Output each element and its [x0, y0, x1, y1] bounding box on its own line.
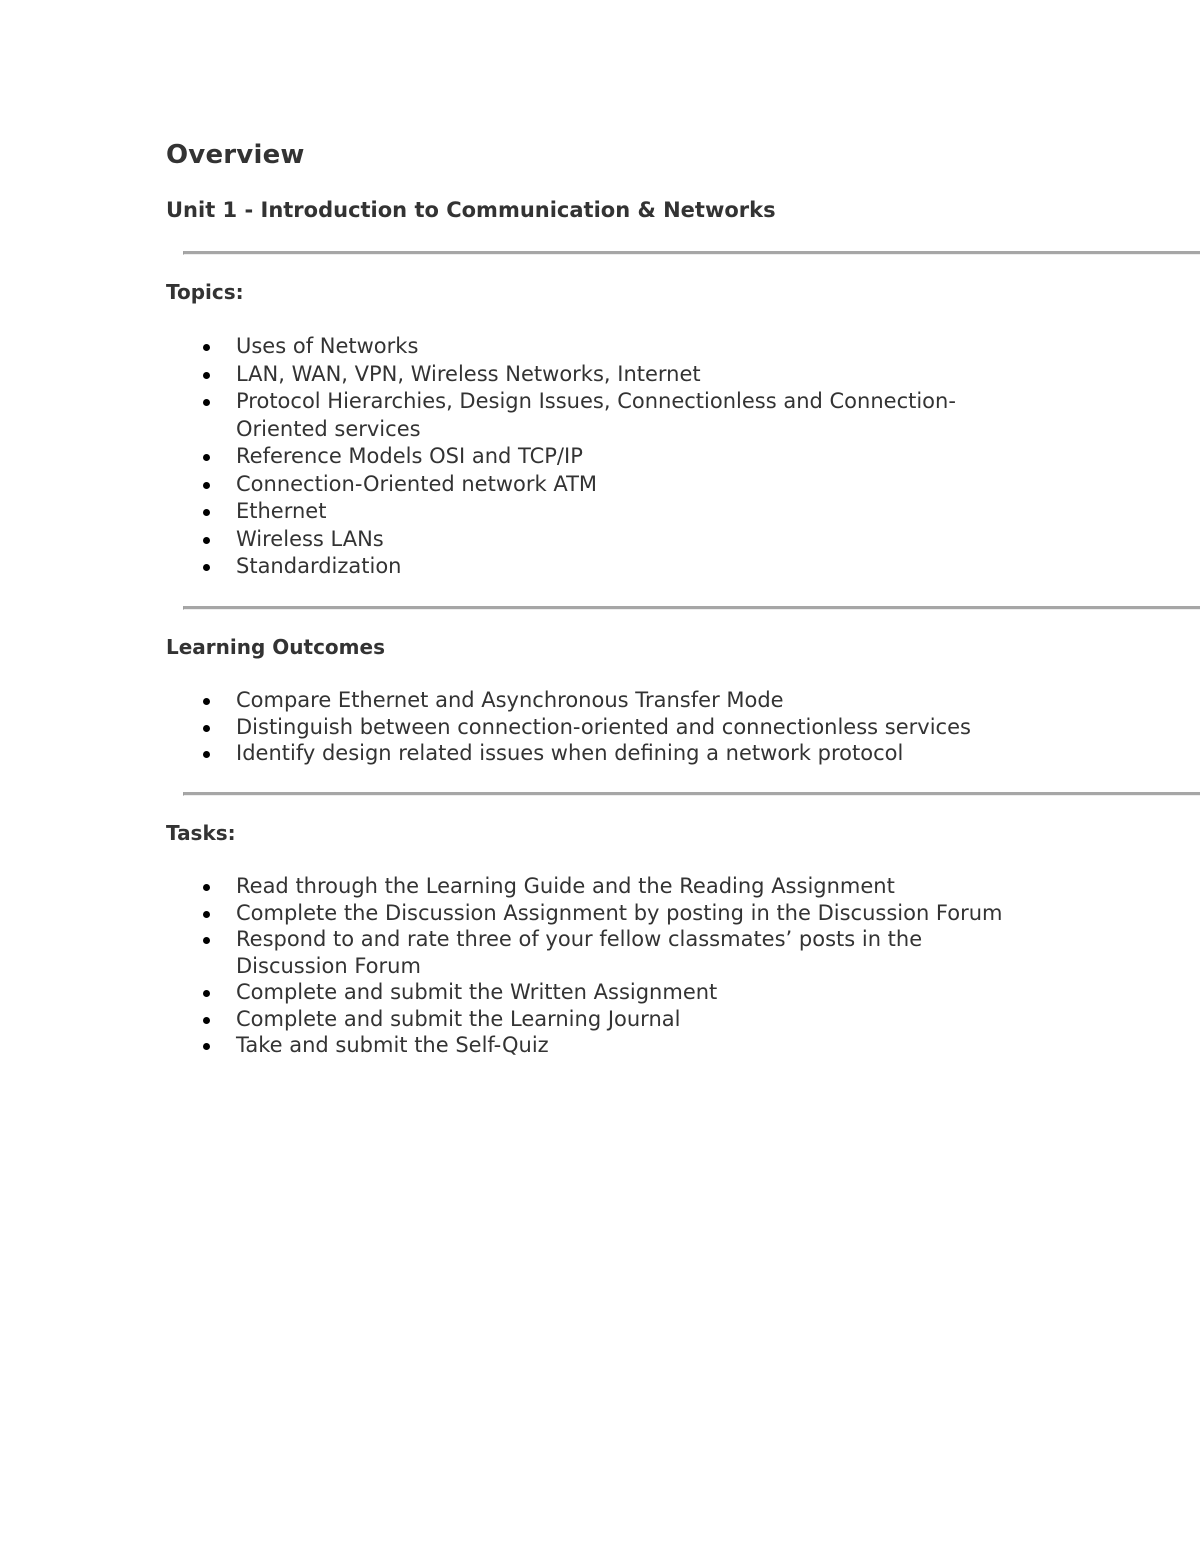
list-item	[166, 498, 1036, 526]
bullet-icon	[203, 1017, 210, 1024]
list-item	[166, 471, 1036, 499]
bullet-icon	[203, 509, 210, 516]
bullet-icon	[203, 1043, 210, 1050]
list-item	[166, 333, 1036, 361]
list-item-text: Identify design related issues when defining a network protocol	[236, 741, 904, 765]
bullet-icon	[203, 698, 210, 705]
divider-top	[183, 251, 1200, 255]
list-item	[166, 873, 1036, 900]
topics-heading: Topics:	[166, 280, 244, 304]
list-item-text: Take and submit the Self-Quiz	[236, 1033, 549, 1057]
topics-list	[166, 333, 1036, 581]
bullet-icon	[203, 344, 210, 351]
list-item-text: Standardization	[236, 554, 402, 578]
list-item-text: Ethernet	[236, 499, 327, 523]
list-item	[166, 979, 1036, 1006]
page-title: Overview	[166, 140, 305, 170]
bullet-icon	[203, 399, 210, 406]
list-item-text: Respond to and rate three of your fellow classmates’ posts in the Discussion Forum	[236, 927, 923, 978]
list-item	[166, 900, 1036, 927]
bullet-icon	[203, 564, 210, 571]
list-item-text: Reference Models OSI and TCP/IP	[236, 444, 583, 468]
learning-outcomes-list	[166, 687, 1036, 767]
list-item	[166, 926, 1036, 979]
list-item-text: LAN, WAN, VPN, Wireless Networks, Internet	[236, 361, 701, 386]
list-item	[166, 526, 1036, 554]
list-item	[166, 443, 1036, 471]
bullet-icon	[203, 454, 210, 461]
list-item	[166, 1032, 1036, 1059]
list-item	[166, 740, 1036, 767]
list-item-text: Complete the Discussion Assignment by posting in the Discussion Forum	[236, 900, 1003, 925]
bullet-icon	[203, 911, 210, 918]
learning-outcomes-heading: Learning Outcomes	[166, 635, 385, 659]
unit-subtitle: Unit 1 - Introduction to Communication & Networks	[166, 198, 776, 222]
bullet-icon	[203, 482, 210, 489]
bullet-icon	[203, 937, 210, 944]
list-item-text: Complete and submit the Learning Journal	[236, 1006, 681, 1031]
list-item-text: Connection-Oriented network ATM	[236, 471, 598, 496]
list-item-text: Read through the Learning Guide and the Reading Assignment	[236, 874, 895, 898]
divider-middle	[183, 606, 1200, 610]
list-item-text: Compare Ethernet and Asynchronous Transfer Mode	[236, 688, 784, 712]
list-item	[166, 1006, 1036, 1033]
divider-bottom	[183, 792, 1200, 796]
tasks-list	[166, 873, 1036, 1059]
bullet-icon	[203, 537, 210, 544]
bullet-icon	[203, 751, 210, 758]
bullet-icon	[203, 990, 210, 997]
list-item-text: Complete and submit the Written Assignment	[236, 980, 718, 1004]
list-item	[166, 687, 1036, 714]
bullet-icon	[203, 372, 210, 379]
list-item	[166, 388, 1036, 443]
list-item	[166, 553, 1036, 581]
list-item	[166, 714, 1036, 741]
list-item-text: Wireless LANs	[236, 526, 384, 551]
list-item-text: Protocol Hierarchies, Design Issues, Connectionless and Connection-Oriented services	[236, 389, 956, 441]
list-item-text: Distinguish between connection-oriented and connectionless services	[236, 714, 971, 739]
list-item	[166, 361, 1036, 389]
bullet-icon	[203, 884, 210, 891]
bullet-icon	[203, 725, 210, 732]
tasks-heading: Tasks:	[166, 821, 236, 845]
list-item-text: Uses of Networks	[236, 334, 419, 358]
